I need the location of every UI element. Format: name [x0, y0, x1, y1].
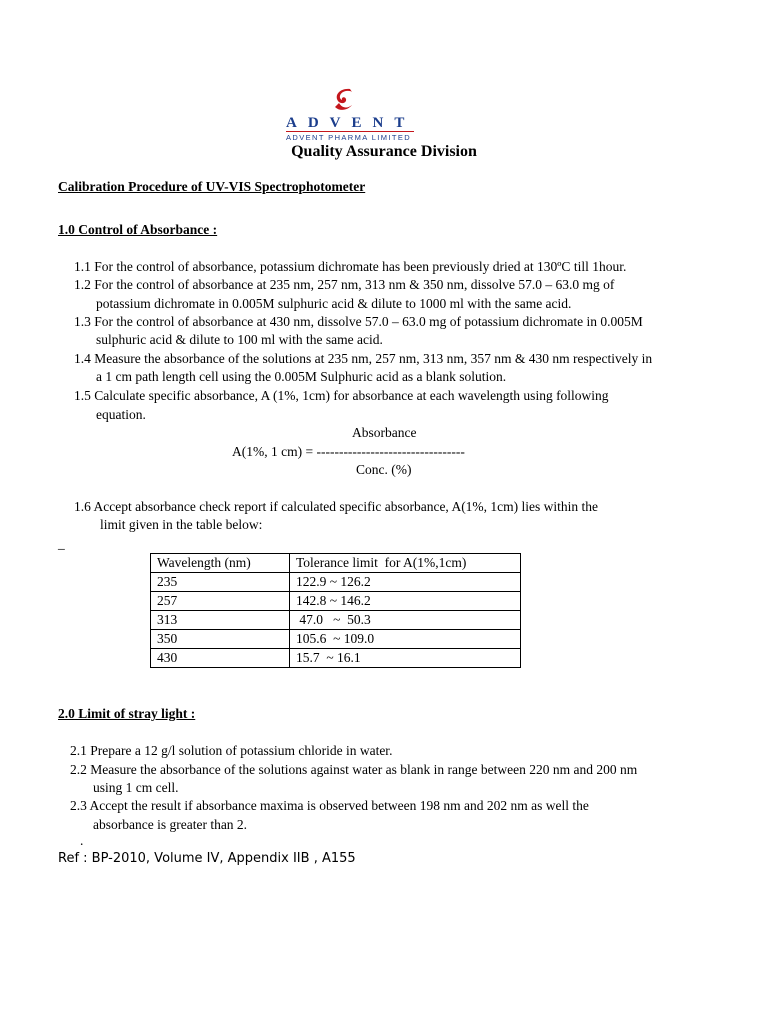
brand-name: ADVENT — [286, 115, 416, 131]
stray-mark: _ — [58, 536, 65, 551]
table-header-tolerance: Tolerance limit for A(1%,1cm) — [290, 554, 521, 573]
stray-dot: . — [80, 833, 84, 848]
table-cell-tolerance: 142.8 ~ 146.2 — [290, 592, 521, 611]
table-cell-wavelength: 430 — [151, 649, 290, 668]
item-2-3-line2: absorbance is greater than 2. — [93, 817, 248, 832]
advent-logo-icon — [330, 86, 358, 114]
table-row — [151, 649, 521, 668]
table-cell-wavelength: 235 — [151, 573, 290, 592]
table-cell-tolerance: 47.0 ~ 50.3 — [290, 611, 521, 630]
item-1-4-line1: 1.4 Measure the absorbance of the solutions at 235 nm, 257 nm, 313 nm, 357 nm & 430 nm respectively in — [74, 351, 653, 366]
item-1-3-line1: 1.3 For the control of absorbance at 430 nm, dissolve 57.0 – 63.0 mg of potassium dichromate in 0.005M — [74, 314, 643, 329]
tolerance-table — [150, 553, 521, 668]
item-1-1: 1.1 For the control of absorbance, potassium dichromate has been previously dried at 130ºC till 1hour. — [74, 259, 627, 274]
table-cell-wavelength: 257 — [151, 592, 290, 611]
division-title: Quality Assurance Division — [291, 143, 477, 160]
table-cell-wavelength: 313 — [151, 611, 290, 630]
item-1-5-line2: equation. — [96, 407, 146, 422]
brand-divider — [286, 131, 414, 132]
table-cell-tolerance: 122.9 ~ 126.2 — [290, 573, 521, 592]
table-row — [151, 573, 521, 592]
table-cell-tolerance: 105.6 ~ 109.0 — [290, 630, 521, 649]
item-2-2-line2: using 1 cm cell. — [93, 780, 179, 795]
item-1-3-line2: sulphuric acid & dilute to 100 ml with the same acid. — [96, 332, 383, 347]
equation-denominator: Conc. (%) — [356, 462, 412, 477]
table-cell-wavelength: 350 — [151, 630, 290, 649]
item-1-6-line2: limit given in the table below: — [100, 517, 263, 532]
table-row — [151, 611, 521, 630]
table-row — [151, 630, 521, 649]
item-2-3-line1: 2.3 Accept the result if absorbance maxima is observed between 198 nm and 202 nm as well the — [70, 798, 589, 813]
item-1-6-line1: 1.6 Accept absorbance check report if calculated specific absorbance, A(1%, 1cm) lies within the — [74, 499, 599, 514]
table-header-row — [151, 554, 521, 573]
section-1-heading: 1.0 Control of Absorbance : — [58, 222, 218, 237]
table-row — [151, 592, 521, 611]
reference-note: Ref : BP-2010, Volume IV, Appendix IIB , A155 — [58, 851, 356, 866]
item-1-5-line1: 1.5 Calculate specific absorbance, A (1%, 1cm) for absorbance at each wavelength using following — [74, 388, 609, 403]
equation-lhs: A(1%, 1 cm) = --------------------------------- — [232, 444, 465, 459]
section-2-heading: 2.0 Limit of stray light : — [58, 706, 196, 721]
document-title: Calibration Procedure of UV-VIS Spectrophotometer — [58, 179, 366, 194]
item-1-2-line1: 1.2 For the control of absorbance at 235 nm, 257 nm, 313 nm & 350 nm, dissolve 57.0 – 63.0 mg of — [74, 277, 615, 292]
item-2-2-line1: 2.2 Measure the absorbance of the solutions against water as blank in range between 220 nm and 200 nm — [70, 762, 638, 777]
table-header-wavelength: Wavelength (nm) — [151, 554, 290, 573]
item-1-4-line2: a 1 cm path length cell using the 0.005M Sulphuric acid as a blank solution. — [96, 369, 507, 384]
table-cell-tolerance: 15.7 ~ 16.1 — [290, 649, 521, 668]
item-2-1: 2.1 Prepare a 12 g/l solution of potassium chloride in water. — [70, 743, 393, 758]
item-1-2-line2: potassium dichromate in 0.005M sulphuric acid & dilute to 1000 ml with the same acid. — [96, 296, 572, 311]
equation-numerator: Absorbance — [352, 425, 417, 440]
brand-subtitle: ADVENT PHARMA LIMITED — [286, 133, 412, 142]
